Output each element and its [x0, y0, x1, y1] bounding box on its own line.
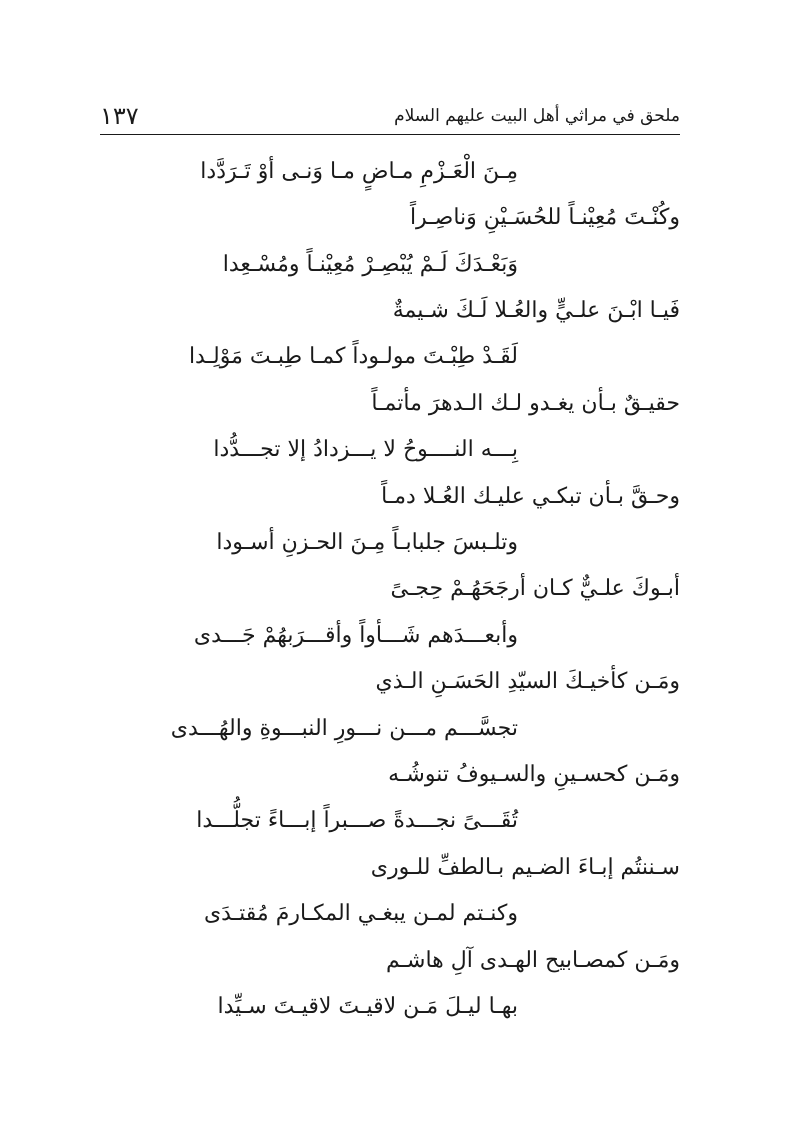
verse-line: ومَـن كحسـينِ والسـيوفُ تنوشُـه: [388, 762, 680, 787]
verse-line: ومَـن كأخيـكَ السيّدِ الحَسَـنِ الـذي: [375, 669, 680, 694]
running-head: ملحق في مراثي أهل البيت عليهم السلام: [394, 106, 680, 126]
verse-line: ومَـن كمصـابيح الهـدى آلِ هاشـم: [385, 948, 680, 973]
header-rule: [100, 134, 680, 135]
verse-line: وَبَعْـدَكَ لَـمْ يُبْصِـرْ مُعِيْنـاً ومُسْـعِدا: [222, 252, 518, 277]
verse-line: سـننتُم إبـاءَ الضـيم بـالطفِّ للـورى: [370, 855, 680, 880]
verse-line: تجسَّـــم مـــن نـــورِ النبـــوةِ والهُـــدى: [170, 716, 518, 741]
verse-line: وحـقَّ بـأن تبكـي عليـك العُـلا دمـاً: [381, 484, 680, 509]
verse-line: تُقَـــىً نجـــدةً صـــبراً إبـــاءً تجلُّـــدا: [196, 808, 518, 833]
verse-line: وكنـتم لمـن يبغـي المكـارمَ مُقتـدَى: [203, 901, 518, 926]
verse-line: وتلـبسَ جلبابـاً مِـنَ الحـزنِ أسـودا: [216, 530, 518, 555]
verse-line: أبـوكَ علـيٌّ كـان أرجَحَهُـمْ حِجـىً: [390, 576, 680, 601]
poem-body: [100, 150, 680, 1050]
verse-line: وكُنْـتَ مُعِيْنـاً للحُسَـيْنِ وَناصِـراً: [409, 205, 680, 230]
verse-line: حقيـقٌ بـأن يغـدو لـك الـدهرَ مأتمـاً: [371, 391, 680, 416]
verse-line: بهـا ليـلَ مَـن لاقيـتَ لاقيـتَ سـيِّدا: [217, 994, 518, 1019]
verse-line: لَقَـدْ طِبْـتَ مولـوداً كمـا طِبـتَ مَوْلِـدا: [188, 344, 518, 369]
verse-line: مِـنَ الْعَـزْمِ مـاضٍ مـا وَنـى أوْ تَـرَدَّدا: [200, 159, 518, 184]
verse-line: بِـــه النــــوحُ لا يـــزدادُ إلا تجـــدُّدا: [213, 437, 518, 462]
page-number: ١٣٧: [100, 102, 139, 130]
page-header: [100, 100, 680, 134]
verse-line: وأبعـــدَهم شَـــأواً وأقـــرَبهُمْ جَـــدى: [193, 623, 518, 648]
verse-line: فَيـا ابْـنَ علـيٍّ والعُـلا لَـكَ شـيمةٌ: [392, 298, 680, 323]
